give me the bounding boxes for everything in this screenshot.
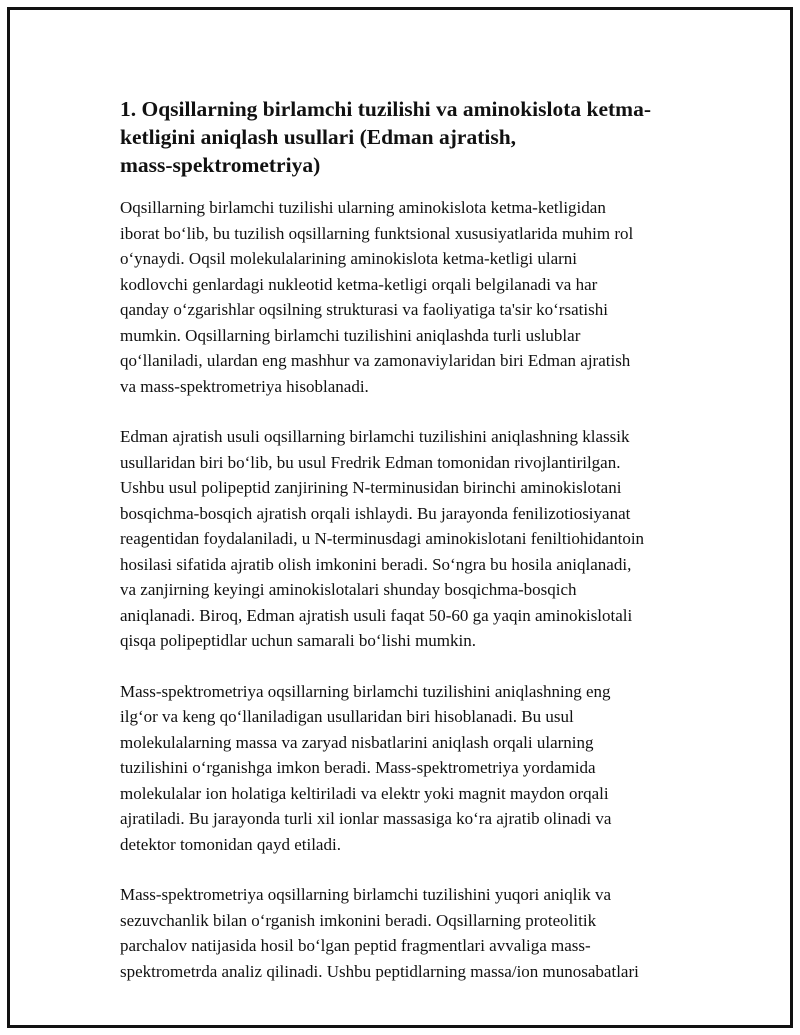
text-line: Edman ajratish usuli oqsillarning birlamchi tuzilishini aniqlashning klassik [120, 427, 630, 446]
paragraph-primary-structure [120, 195, 690, 399]
text-line: detektor tomonidan qayd etiladi. [120, 834, 341, 854]
text-line: qanday o‘zgarishlar oqsilning strukturasi va faoliyatiga ta'sir ko‘rsatishi [120, 300, 608, 319]
section-heading [120, 95, 690, 179]
text-line: Oqsillarning birlamchi tuzilishi ularning aminokislota ketma-ketligidan [120, 198, 606, 217]
text-line: kodlovchi genlardagi nukleotid ketma-ketligi orqali belgilanadi va har [120, 274, 598, 294]
text-line: o‘ynaydi. Oqsil molekulalarining aminokislota ketma-ketligi ularni [120, 249, 578, 268]
paragraph-edman-method [120, 424, 690, 654]
heading-line: 1. Oqsillarning birlamchi tuzilishi va aminokislota ketma- [120, 97, 651, 121]
heading-line: mass-spektrometriya) [120, 153, 321, 177]
text-line: hosilasi sifatida ajratib olish imkonini beradi. So‘ngra bu hosila aniqlanadi, [120, 554, 632, 574]
text-line: va zanjirning keyingi aminokislotalari shunday bosqichma-bosqich [120, 580, 577, 599]
text-line: Mass-spektrometriya oqsillarning birlamchi tuzilishini yuqori aniqlik va [120, 885, 612, 904]
text-line: Ushbu usul polipeptid zanjirining N-terminusidan birinchi aminokislotani [120, 478, 622, 497]
paragraph-mass-spectrometry [120, 679, 690, 858]
text-line: ilg‘or va keng qo‘llaniladigan usullaridan biri hisoblanadi. Bu usul [120, 707, 574, 726]
text-line: spektrometrda analiz qilinadi. Ushbu peptidlarning massa/ion munosabatlari [120, 961, 639, 981]
text-line: mumkin. Oqsillarning birlamchi tuzilishini aniqlashda turli uslublar [120, 325, 581, 345]
text-line: molekulalar ion holatiga keltiriladi va elektr yoki magnit maydon orqali [120, 783, 609, 803]
document-page [7, 7, 793, 1028]
paragraph-ms-analysis [120, 882, 690, 984]
text-line: Mass-spektrometriya oqsillarning birlamchi tuzilishini aniqlashning eng [120, 681, 611, 701]
text-line: sezuvchanlik bilan o‘rganish imkonini beradi. Oqsillarning proteolitik [120, 910, 597, 930]
text-line: qisqa polipeptidlar uchun samarali bo‘lishi mumkin. [120, 631, 476, 650]
text-line: aniqlanadi. Biroq, Edman ajratish usuli faqat 50-60 ga yaqin aminokislotali [120, 605, 633, 625]
text-line: qo‘llaniladi, ulardan eng mashhur va zamonaviylaridan biri Edman ajratish [120, 351, 631, 370]
document-body [120, 95, 690, 1009]
text-line: bosqichma-bosqich ajratish orqali ishlaydi. Bu jarayonda fenilizotiosiyanat [120, 503, 631, 523]
heading-line: ketligini aniqlash usullari (Edman ajratish, [120, 125, 517, 149]
text-line: va mass-spektrometriya hisoblanadi. [120, 376, 369, 396]
text-line: reagentidan foydalaniladi, u N-terminusdagi aminokislotani feniltiohidantoin [120, 529, 645, 548]
text-line: usullaridan biri bo‘lib, bu usul Fredrik Edman tomonidan rivojlantirilgan. [120, 452, 621, 472]
text-line: molekulalarning massa va zaryad nisbatlarini aniqlash orqali ularning [120, 732, 594, 752]
text-line: iborat bo‘lib, bu tuzilish oqsillarning funktsional xususiyatlarida muhim rol [120, 223, 634, 243]
text-line: parchalov natijasida hosil bo‘lgan peptid fragmentlari avvaliga mass- [120, 936, 591, 955]
text-line: tuzilishini o‘rganishga imkon beradi. Mass-spektrometriya yordamida [120, 758, 596, 777]
text-line: ajratiladi. Bu jarayonda turli xil ionlar massasiga ko‘ra ajratib olinadi va [120, 809, 612, 828]
